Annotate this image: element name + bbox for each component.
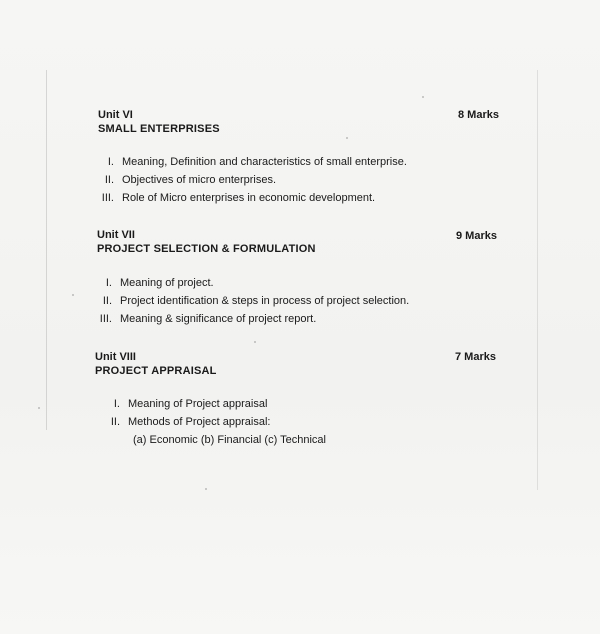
item-text: Meaning & significance of project report. <box>120 313 317 325</box>
list-item <box>88 189 376 207</box>
item-number: III. <box>101 192 114 204</box>
unit-title: Unit VIII <box>95 351 136 363</box>
appraisal-methods-subitem: (a) Economic (b) Financial (c) Technical <box>133 434 326 446</box>
scan-speck <box>346 137 348 139</box>
unit-marks: 8 Marks <box>458 109 499 121</box>
unit-marks: 9 Marks <box>456 230 497 242</box>
unit-6-topics <box>88 153 407 207</box>
list-item <box>86 310 375 328</box>
item-text: Project identification & steps in process of project selection. <box>120 295 410 307</box>
unit-title: Unit VII <box>97 229 135 241</box>
list-item <box>94 395 268 413</box>
item-number: I. <box>113 398 120 410</box>
item-text: Meaning, Definition and characteristics of small enterprise. <box>122 156 407 168</box>
list-item <box>88 153 407 171</box>
scan-speck <box>254 341 256 343</box>
item-number: III. <box>99 313 112 325</box>
list-item <box>86 274 375 292</box>
scan-speck <box>205 488 207 490</box>
item-text: Role of Micro enterprises in economic development. <box>122 192 376 204</box>
unit-8-header <box>95 351 505 378</box>
item-text: Meaning of project. <box>120 277 214 289</box>
scan-speck <box>38 407 40 409</box>
unit-marks: 7 Marks <box>455 351 496 363</box>
unit-title: Unit VI <box>98 109 133 121</box>
item-text: Objectives of micro enterprises. <box>122 174 277 186</box>
page-edge-left <box>46 70 47 430</box>
list-item <box>94 413 271 431</box>
scan-speck <box>422 96 424 98</box>
unit-7-header <box>97 229 507 256</box>
unit-7-topics <box>86 274 410 328</box>
unit-8-topics <box>94 395 271 431</box>
scan-speck <box>72 294 74 296</box>
item-number: I. <box>105 277 112 289</box>
unit-heading: PROJECT SELECTION & FORMULATION <box>97 243 316 255</box>
page-edge-right <box>537 70 538 490</box>
list-item <box>86 292 410 310</box>
unit-6-header <box>98 109 508 136</box>
item-text: Methods of Project appraisal: <box>128 416 271 428</box>
item-number: II. <box>110 416 120 428</box>
unit-heading: PROJECT APPRAISAL <box>95 365 217 377</box>
unit-heading: SMALL ENTERPRISES <box>98 123 220 135</box>
item-text: Meaning of Project appraisal <box>128 398 268 410</box>
list-item <box>88 171 373 189</box>
item-number: II. <box>102 295 112 307</box>
item-number: II. <box>104 174 114 186</box>
item-number: I. <box>107 156 114 168</box>
